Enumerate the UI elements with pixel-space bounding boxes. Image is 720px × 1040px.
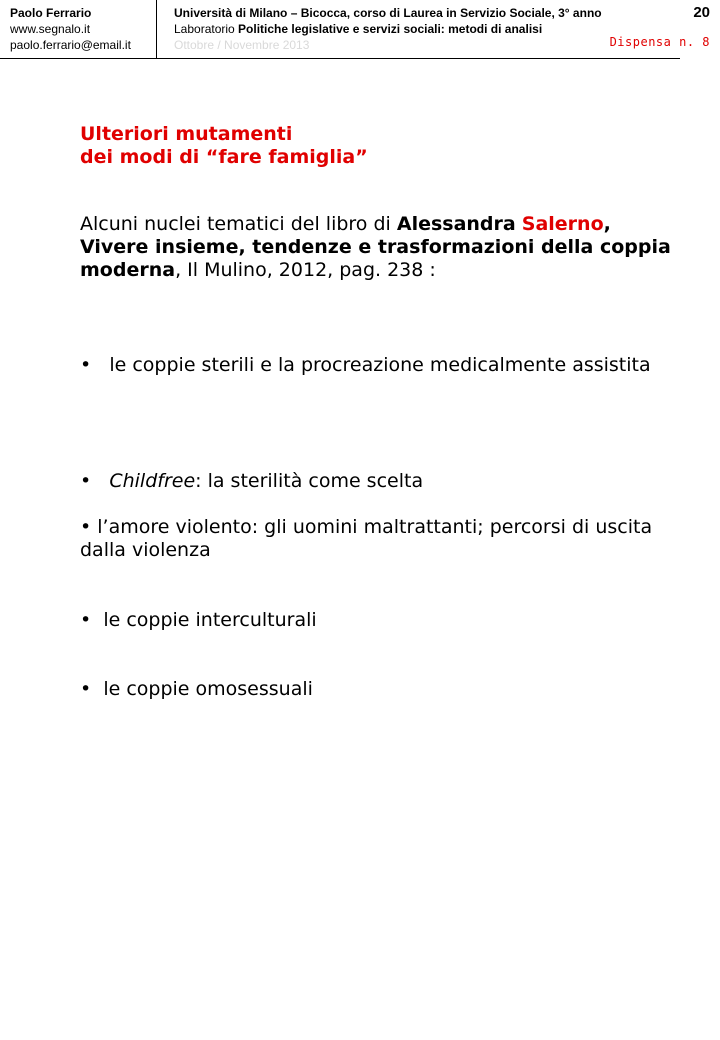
- intro-paragraph: [80, 213, 680, 282]
- header-horizontal-divider: [0, 58, 680, 59]
- section-title: [80, 123, 680, 169]
- book-title: , Vivere insieme, tendenze e trasformazioni della coppia moderna: [80, 213, 671, 281]
- list-item-text: : la sterilità come scelta: [195, 470, 424, 492]
- document-header: [0, 0, 720, 60]
- list-item-text: le coppie interculturali: [103, 609, 317, 631]
- list-item-text: le coppie omosessuali: [103, 678, 313, 700]
- author-block: [10, 5, 156, 53]
- list-item: [80, 470, 680, 493]
- book-author-first: Alessandra: [396, 213, 516, 235]
- list-item-italic: Childfree: [109, 470, 196, 492]
- intro-prefix: Alcuni nuclei tematici del libro di: [80, 213, 397, 235]
- intro-suffix: , Il Mulino, 2012, pag. 238 :: [175, 259, 436, 281]
- course-period: Ottobre / Novembre 2013: [174, 38, 310, 52]
- course-block: [174, 5, 664, 53]
- author-name: Paolo Ferrario: [10, 6, 92, 20]
- list-item: [80, 354, 680, 377]
- page-info: [610, 3, 710, 49]
- title-line-2: dei modi di “fare famiglia”: [80, 146, 368, 168]
- lab-line: [174, 21, 664, 37]
- bullet-icon: •: [80, 516, 92, 538]
- bullet-icon: •: [80, 609, 92, 631]
- list-item: [80, 516, 680, 562]
- bullet-icon: •: [80, 678, 92, 700]
- author-website: www.segnalo.it: [10, 22, 91, 36]
- bullet-icon: •: [80, 354, 92, 376]
- list-item-text: le coppie sterili e la procreazione medicalmente assistita: [109, 354, 651, 376]
- page-number: 20: [693, 4, 710, 21]
- dispensa-label: Dispensa n. 8: [609, 35, 710, 49]
- course-title: Università di Milano – Bicocca, corso di Laurea in Servizio Sociale, 3° anno: [174, 6, 602, 20]
- bullet-icon: •: [80, 470, 92, 492]
- header-vertical-divider: [156, 0, 157, 58]
- title-line-1: Ulteriori mutamenti: [80, 123, 293, 145]
- author-email: paolo.ferrario@email.it: [10, 38, 131, 52]
- list-item: [80, 609, 680, 632]
- list-item: [80, 678, 680, 701]
- main-content: [80, 123, 680, 700]
- book-author-last: Salerno: [521, 213, 604, 235]
- lab-title: Politiche legislative e servizi sociali: metodi di analisi: [238, 22, 543, 36]
- list-item-text: l’amore violento: gli uomini maltrattanti; percorsi di uscita dalla violenza: [80, 516, 653, 561]
- lab-prefix: Laboratorio: [174, 22, 239, 36]
